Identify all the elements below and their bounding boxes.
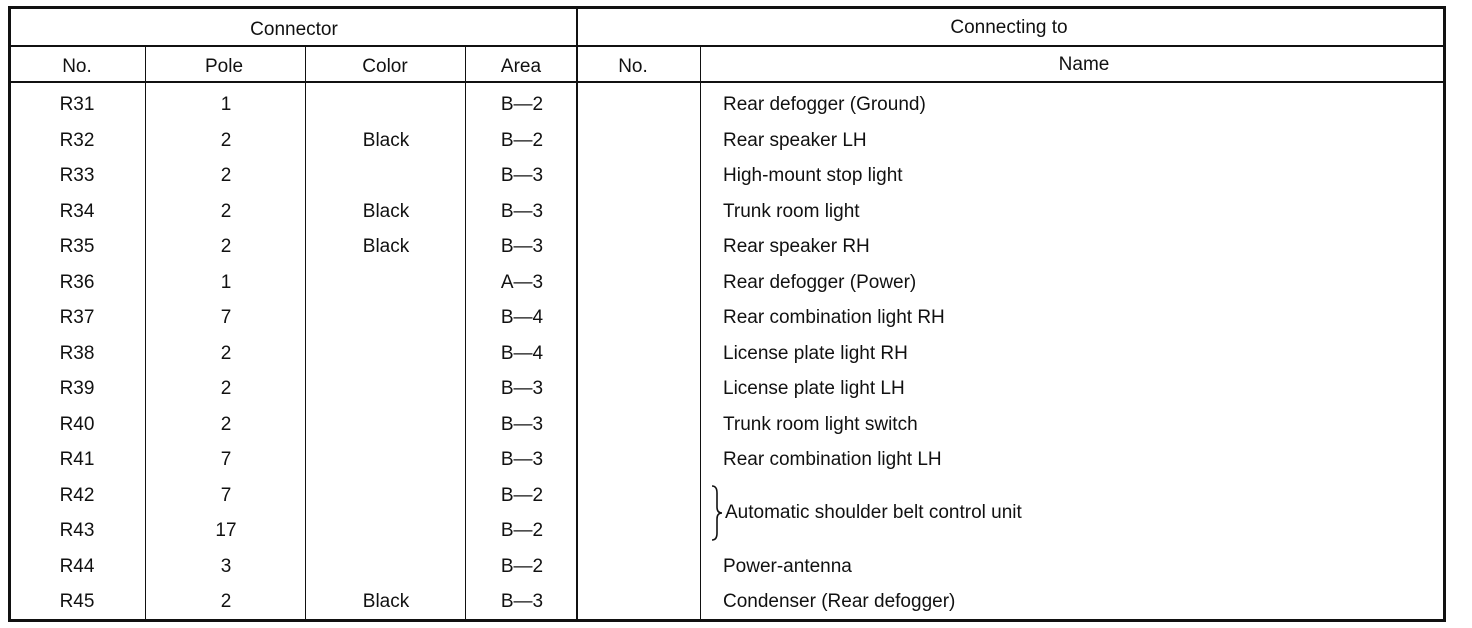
row-color: Black bbox=[362, 236, 410, 257]
row-name: High-mount stop light bbox=[723, 165, 903, 186]
col-header-name: Name bbox=[1058, 54, 1110, 75]
col-header-area: Area bbox=[500, 56, 542, 77]
row-area: B—2 bbox=[500, 129, 544, 151]
col-divider-no-pole bbox=[145, 47, 146, 619]
grouping-brace-icon bbox=[710, 485, 724, 541]
row-no: R33 bbox=[59, 165, 95, 186]
row-pole: 2 bbox=[220, 413, 232, 435]
row-area: B—3 bbox=[500, 236, 544, 257]
row-no: R44 bbox=[59, 555, 95, 577]
row-no: R38 bbox=[59, 342, 95, 364]
row-pole: 1 bbox=[220, 271, 232, 293]
row-area: B—2 bbox=[500, 94, 544, 115]
row-name: License plate light LH bbox=[723, 378, 905, 399]
row-no: R41 bbox=[59, 449, 95, 470]
connecting-to-group-header: Connecting to bbox=[950, 17, 1068, 38]
row-pole: 2 bbox=[220, 129, 232, 151]
row-pole: 2 bbox=[220, 378, 232, 399]
row-no: R35 bbox=[59, 236, 95, 257]
row-name: Rear speaker LH bbox=[723, 129, 867, 151]
row-no: R37 bbox=[59, 307, 95, 328]
row-no: R34 bbox=[59, 200, 95, 222]
row-area: B—3 bbox=[500, 165, 544, 186]
col-divider-pole-color bbox=[305, 47, 306, 619]
row-area: B—3 bbox=[500, 449, 544, 470]
row-area: A—3 bbox=[500, 271, 544, 293]
col-divider-connno-name bbox=[700, 47, 701, 619]
connector-group-header: Connector bbox=[250, 19, 338, 40]
row-pole: 2 bbox=[220, 200, 232, 222]
col-divider-color-area bbox=[465, 47, 466, 619]
row-area: B—2 bbox=[500, 484, 544, 506]
row-name: Power-antenna bbox=[723, 555, 852, 577]
row-name: Trunk room light switch bbox=[723, 413, 918, 435]
header-divider-top bbox=[11, 45, 1443, 47]
row-name: Rear defogger (Power) bbox=[723, 271, 917, 293]
row-color: Black bbox=[362, 591, 410, 612]
row-no: R36 bbox=[59, 271, 95, 293]
connector-table bbox=[8, 6, 1446, 622]
row-no: R43 bbox=[59, 520, 95, 541]
row-pole: 2 bbox=[220, 165, 232, 186]
row-name: Rear defogger (Ground) bbox=[723, 94, 926, 115]
grouped-name-cell: Automatic shoulder belt control unit bbox=[725, 502, 1022, 523]
col-header-no: No. bbox=[62, 56, 92, 77]
row-area: B—2 bbox=[500, 555, 544, 577]
row-name: Rear speaker RH bbox=[723, 236, 870, 257]
row-area: B—4 bbox=[500, 342, 544, 364]
row-pole: 7 bbox=[220, 449, 232, 470]
row-name: License plate light RH bbox=[723, 342, 908, 364]
row-name: Condenser (Rear defogger) bbox=[723, 591, 956, 612]
row-no: R40 bbox=[59, 413, 95, 435]
col-header-color: Color bbox=[362, 56, 408, 77]
row-pole: 17 bbox=[215, 520, 237, 541]
row-area: B—3 bbox=[500, 378, 544, 399]
row-pole: 7 bbox=[220, 484, 232, 506]
row-pole: 3 bbox=[220, 555, 232, 577]
row-no: R39 bbox=[59, 378, 95, 399]
row-no: R45 bbox=[59, 591, 95, 612]
group-divider bbox=[576, 9, 578, 619]
row-pole: 2 bbox=[220, 236, 232, 257]
row-no: R42 bbox=[59, 484, 95, 506]
row-pole: 2 bbox=[220, 342, 232, 364]
row-area: B—3 bbox=[500, 591, 544, 612]
row-area: B—4 bbox=[500, 307, 544, 328]
row-name: Trunk room light bbox=[723, 200, 860, 222]
row-name: Rear combination light LH bbox=[723, 449, 942, 470]
row-color: Black bbox=[362, 129, 410, 151]
row-no: R32 bbox=[59, 129, 95, 151]
row-color: Black bbox=[362, 200, 410, 222]
row-no: R31 bbox=[59, 94, 95, 115]
row-pole: 1 bbox=[220, 94, 232, 115]
row-pole: 2 bbox=[220, 591, 232, 612]
row-name: Rear combination light RH bbox=[723, 307, 945, 328]
row-area: B—3 bbox=[500, 413, 544, 435]
header-divider-bottom bbox=[11, 81, 1443, 83]
row-area: B—3 bbox=[500, 200, 544, 222]
row-pole: 7 bbox=[220, 307, 232, 328]
row-area: B—2 bbox=[500, 520, 544, 541]
col-header-connecting-no: No. bbox=[618, 56, 648, 77]
col-header-pole: Pole bbox=[204, 56, 244, 77]
